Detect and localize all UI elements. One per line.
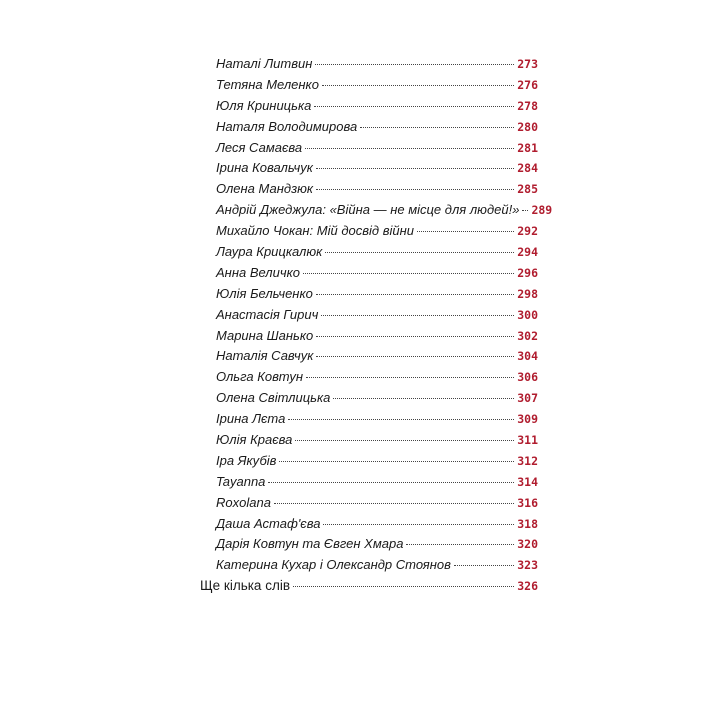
toc-entry (200, 453, 538, 474)
toc-entry-title: Леся Самаєва (216, 139, 303, 155)
toc-entry-title: Марина Шанько (216, 327, 314, 343)
toc-entry-page-number: 294 (517, 245, 538, 260)
dot-leader (279, 461, 514, 462)
toc-entry-title: Ще кілька слів (200, 578, 290, 594)
dot-leader (316, 168, 514, 169)
toc-entry-page-number: 296 (517, 265, 538, 280)
toc-entry-page-number: 276 (517, 77, 538, 92)
toc-entry-page-number: 312 (517, 453, 538, 468)
toc-entry-page-number: 273 (517, 57, 538, 71)
toc-entry-page-number: 314 (517, 474, 538, 489)
toc-entry-page-number: 284 (517, 161, 538, 176)
toc-entry-page-number: 323 (517, 558, 538, 573)
toc-entry-title: Tayanna (216, 473, 266, 489)
toc-entry-title: Даша Астаф'єва (216, 515, 321, 531)
toc-entry-page-number: 302 (517, 328, 538, 343)
toc-entry (200, 536, 538, 557)
toc-entry (200, 411, 538, 432)
toc-entry (200, 474, 538, 495)
toc-entry-title: Ірина Лєта (216, 411, 286, 427)
toc-entry-page-number: 326 (517, 579, 538, 594)
toc-entry (200, 348, 538, 369)
dot-leader (315, 64, 514, 65)
dot-leader (316, 336, 514, 337)
toc-entry-page-number: 278 (517, 98, 538, 113)
toc-entry (200, 56, 538, 77)
dot-leader (454, 565, 514, 566)
toc-entry-title: Лаура Крицкалюк (216, 244, 323, 260)
toc-entry (200, 328, 538, 349)
toc-entry (200, 578, 538, 599)
toc-entry (200, 265, 538, 286)
dot-leader (303, 273, 514, 274)
toc-entry-title: Тетяна Меленко (216, 76, 319, 92)
toc-entry-title: Анна Величко (216, 264, 300, 280)
toc-entry (200, 432, 538, 453)
toc-entry (200, 98, 538, 119)
toc-entry-page-number: 289 (531, 203, 553, 218)
dot-leader (316, 294, 514, 295)
toc-entry-page-number: 304 (517, 349, 538, 364)
toc-entry (200, 223, 538, 244)
toc-entry-title: Наталія Савчук (216, 348, 314, 364)
toc-entry (200, 557, 538, 578)
dot-leader (293, 586, 514, 587)
dot-leader (522, 210, 528, 211)
toc-entry (200, 202, 553, 223)
toc-entry-page-number: 309 (517, 412, 538, 427)
dot-leader (316, 189, 514, 190)
toc-entry (200, 181, 538, 202)
toc-entry-title: Іра Якубів (216, 452, 277, 468)
toc-entry (200, 516, 538, 537)
dot-leader (316, 356, 514, 357)
toc-entry (200, 390, 538, 411)
toc-entry-page-number: 281 (517, 140, 538, 155)
dot-leader (288, 419, 514, 420)
toc-entry (200, 369, 538, 390)
toc-entry-page-number: 320 (517, 537, 538, 552)
toc-entry-title: Наталя Володимирова (216, 118, 358, 134)
dot-leader (306, 377, 514, 378)
toc-entry-page-number: 318 (517, 516, 538, 531)
dot-leader (305, 148, 514, 149)
toc-entry-page-number: 298 (517, 286, 538, 301)
toc-entry (200, 77, 538, 98)
dot-leader (417, 231, 514, 232)
toc-entry-title: Юлія Бельченко (216, 285, 313, 301)
dot-leader (321, 315, 514, 316)
table-of-contents (200, 56, 553, 599)
toc-entry-page-number: 300 (517, 307, 538, 322)
toc-entry-title: Юлія Краєва (216, 432, 293, 448)
toc-entry-title: Олена Світлицька (216, 390, 331, 406)
toc-entry-title: Олена Мандзюк (216, 181, 314, 197)
toc-entry-page-number: 285 (517, 182, 538, 197)
toc-entry (200, 307, 538, 328)
toc-entry-title: Roxolana (216, 494, 271, 510)
dot-leader (406, 544, 514, 545)
dot-leader (323, 524, 514, 525)
toc-entry-page-number: 307 (517, 391, 538, 406)
toc-entry-page-number: 311 (517, 433, 538, 448)
toc-entry (200, 140, 538, 161)
toc-entry-title: Дарія Ковтун та Євген Хмара (216, 536, 404, 552)
dot-leader (314, 106, 514, 107)
toc-entry-page-number: 292 (517, 224, 538, 239)
dot-leader (322, 85, 514, 86)
toc-entry (200, 495, 538, 516)
dot-leader (268, 482, 514, 483)
toc-entry (200, 286, 538, 307)
dot-leader (360, 127, 514, 128)
toc-entry-title: Михайло Чокан: Мій досвід війни (216, 223, 415, 239)
dot-leader (333, 398, 514, 399)
toc-entry-title: Наталі Литвин (216, 56, 313, 71)
toc-entry-title: Катерина Кухар і Олександр Стоянов (216, 557, 451, 573)
dot-leader (325, 252, 514, 253)
dot-leader (274, 503, 514, 504)
toc-entry (200, 160, 538, 181)
toc-entry-title: Ольга Ковтун (216, 369, 303, 385)
toc-entry (200, 244, 538, 265)
toc-entry-title: Ірина Ковальчук (216, 160, 313, 176)
toc-entry-page-number: 280 (517, 119, 538, 134)
toc-entry-title: Андрій Джеджула: «Війна — не місце для людей!» (216, 202, 520, 218)
toc-entry (200, 119, 538, 140)
toc-entry-page-number: 316 (517, 495, 538, 510)
toc-entry-title: Анастасія Гирич (216, 306, 319, 322)
dot-leader (295, 440, 514, 441)
toc-entry-title: Юля Криницька (216, 97, 312, 113)
toc-entry-page-number: 306 (517, 370, 538, 385)
